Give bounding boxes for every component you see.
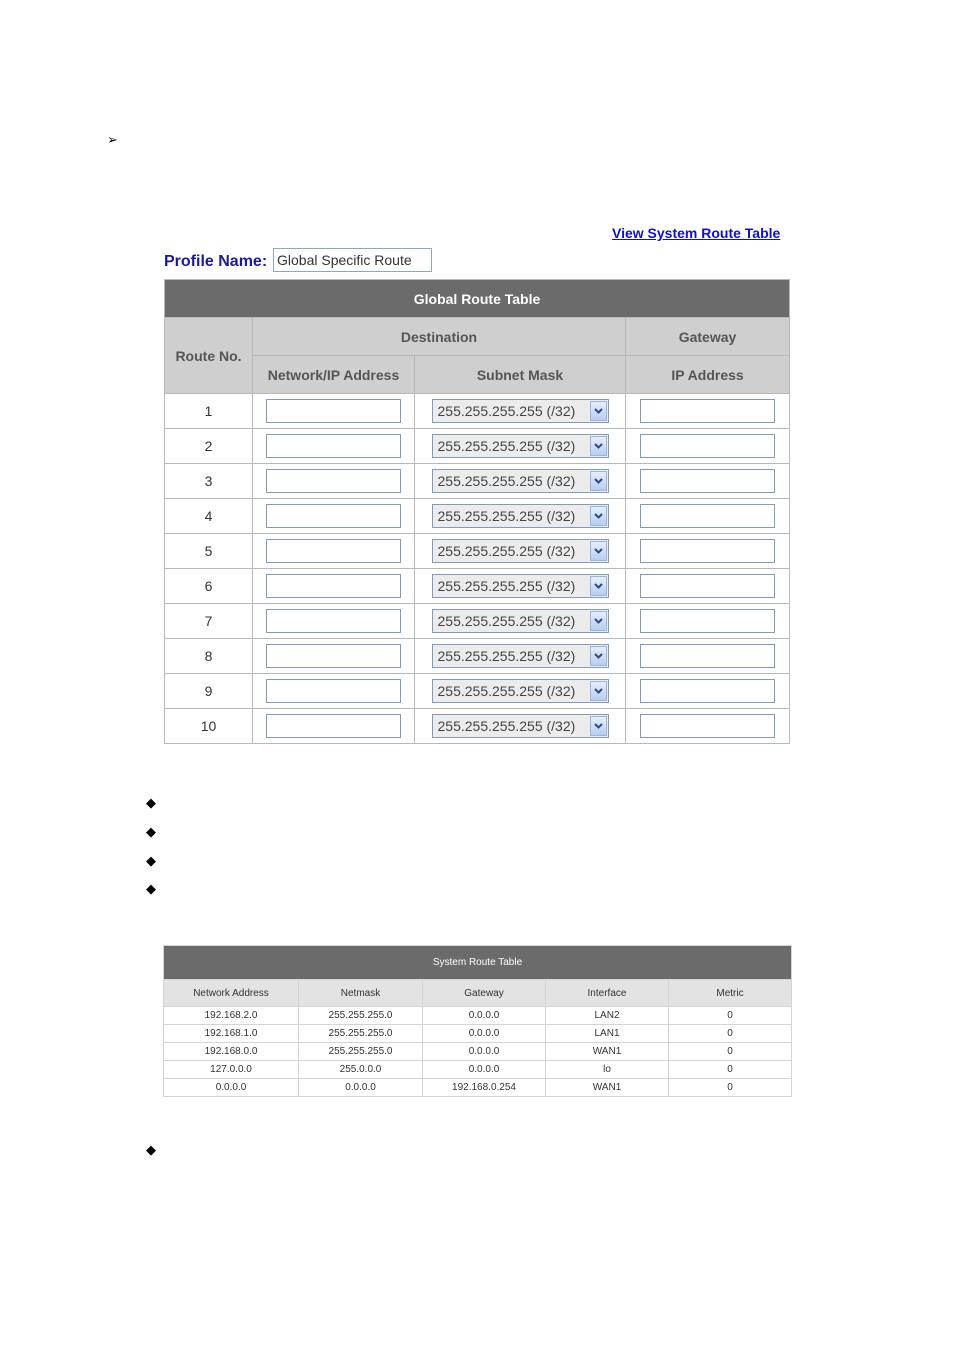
route-row	[165, 709, 790, 744]
ip-address-header: IP Address	[626, 356, 790, 394]
view-system-route-table-link[interactable]: View System Route Table	[612, 225, 781, 241]
profile-name-label: Profile Name:	[164, 253, 268, 270]
network-address-cell: 192.168.0.0	[164, 1043, 299, 1061]
gateway-cell: 0.0.0.0	[423, 1061, 546, 1079]
route-row	[165, 464, 790, 499]
route-row	[165, 569, 790, 604]
subnet-mask-value: 255.255.255.255 (/32)	[437, 613, 576, 629]
subnet-mask-select[interactable]	[432, 434, 609, 458]
table-row	[164, 1025, 792, 1043]
diamond-bullet-icon: ◆	[146, 1143, 156, 1158]
subnet-mask-header: Subnet Mask	[415, 356, 626, 394]
gateway-header: Gateway	[423, 980, 546, 1007]
network-ip-input[interactable]	[266, 399, 401, 423]
chevron-down-icon[interactable]	[590, 436, 607, 456]
subnet-mask-value: 255.255.255.255 (/32)	[437, 683, 576, 699]
route-number: 8	[165, 639, 253, 674]
global-route-table-title: Global Route Table	[165, 280, 790, 318]
route-number: 4	[165, 499, 253, 534]
chevron-down-icon[interactable]	[590, 611, 607, 631]
chevron-down-icon[interactable]	[590, 506, 607, 526]
gateway-ip-input[interactable]	[640, 609, 775, 633]
chevron-down-icon[interactable]	[590, 716, 607, 736]
table-row	[164, 1079, 792, 1097]
route-no-header: Route No.	[165, 318, 253, 394]
network-ip-input[interactable]	[266, 714, 401, 738]
network-address-cell: 0.0.0.0	[164, 1079, 299, 1097]
gateway-ip-input[interactable]	[640, 714, 775, 738]
network-address-cell: 192.168.1.0	[164, 1025, 299, 1043]
netmask-cell: 0.0.0.0	[299, 1079, 423, 1097]
metric-cell: 0	[669, 1007, 792, 1025]
route-number: 7	[165, 604, 253, 639]
table-row	[164, 1061, 792, 1079]
gateway-ip-input[interactable]	[640, 434, 775, 458]
route-number: 2	[165, 429, 253, 464]
route-number: 1	[165, 394, 253, 429]
gateway-cell: 0.0.0.0	[423, 1025, 546, 1043]
route-row	[165, 639, 790, 674]
diamond-bullet-icon: ◆	[146, 854, 156, 869]
system-route-table-title: System Route Table	[164, 946, 792, 980]
subnet-mask-select[interactable]	[432, 679, 609, 703]
chevron-down-icon[interactable]	[590, 681, 607, 701]
gateway-ip-input[interactable]	[640, 504, 775, 528]
gateway-ip-input[interactable]	[640, 539, 775, 563]
route-row	[165, 499, 790, 534]
subnet-mask-select[interactable]	[432, 609, 609, 633]
profile-name-input[interactable]	[273, 248, 432, 272]
subnet-mask-select[interactable]	[432, 504, 609, 528]
subnet-mask-select[interactable]	[432, 714, 609, 738]
interface-cell: lo	[546, 1061, 669, 1079]
gateway-ip-input[interactable]	[640, 679, 775, 703]
destination-header: Destination	[253, 318, 626, 356]
route-number: 9	[165, 674, 253, 709]
subnet-mask-value: 255.255.255.255 (/32)	[437, 718, 576, 734]
system-route-table	[163, 945, 792, 1097]
interface-cell: LAN2	[546, 1007, 669, 1025]
interface-cell: LAN1	[546, 1025, 669, 1043]
network-ip-address-header: Network/IP Address	[253, 356, 415, 394]
network-ip-input[interactable]	[266, 679, 401, 703]
chevron-down-icon[interactable]	[590, 541, 607, 561]
subnet-mask-value: 255.255.255.255 (/32)	[437, 438, 576, 454]
route-row	[165, 604, 790, 639]
subnet-mask-value: 255.255.255.255 (/32)	[437, 578, 576, 594]
network-ip-input[interactable]	[266, 609, 401, 633]
chevron-down-icon[interactable]	[590, 471, 607, 491]
global-route-table	[164, 279, 790, 744]
subnet-mask-value: 255.255.255.255 (/32)	[437, 403, 576, 419]
network-ip-input[interactable]	[266, 469, 401, 493]
network-ip-input[interactable]	[266, 434, 401, 458]
gateway-ip-input[interactable]	[640, 644, 775, 668]
interface-cell: WAN1	[546, 1079, 669, 1097]
network-ip-input[interactable]	[266, 644, 401, 668]
table-row	[164, 1043, 792, 1061]
gateway-cell: 0.0.0.0	[423, 1043, 546, 1061]
subnet-mask-select[interactable]	[432, 574, 609, 598]
netmask-cell: 255.255.255.0	[299, 1043, 423, 1061]
subnet-mask-select[interactable]	[432, 644, 609, 668]
diamond-bullet-icon: ◆	[146, 796, 156, 811]
netmask-cell: 255.255.255.0	[299, 1007, 423, 1025]
route-row	[165, 674, 790, 709]
netmask-cell: 255.0.0.0	[299, 1061, 423, 1079]
route-number: 6	[165, 569, 253, 604]
route-number: 3	[165, 464, 253, 499]
route-row	[165, 534, 790, 569]
metric-cell: 0	[669, 1079, 792, 1097]
route-row	[165, 394, 790, 429]
gateway-ip-input[interactable]	[640, 469, 775, 493]
gateway-ip-input[interactable]	[640, 574, 775, 598]
network-address-header: Network Address	[164, 980, 299, 1007]
diamond-bullet-icon: ◆	[146, 825, 156, 840]
arrow-bullet-icon: ➢	[107, 133, 118, 148]
network-address-cell: 192.168.2.0	[164, 1007, 299, 1025]
gateway-header: Gateway	[626, 318, 790, 356]
metric-cell: 0	[669, 1025, 792, 1043]
metric-cell: 0	[669, 1043, 792, 1061]
netmask-header: Netmask	[299, 980, 423, 1007]
metric-cell: 0	[669, 1061, 792, 1079]
network-ip-input[interactable]	[266, 539, 401, 563]
interface-cell: WAN1	[546, 1043, 669, 1061]
route-row	[165, 429, 790, 464]
table-row	[164, 1007, 792, 1025]
subnet-mask-select[interactable]	[432, 469, 609, 493]
network-address-cell: 127.0.0.0	[164, 1061, 299, 1079]
chevron-down-icon[interactable]	[590, 646, 607, 666]
chevron-down-icon[interactable]	[590, 401, 607, 421]
subnet-mask-select[interactable]	[432, 399, 609, 423]
chevron-down-icon[interactable]	[590, 576, 607, 596]
diamond-bullet-icon: ◆	[146, 882, 156, 897]
gateway-ip-input[interactable]	[640, 399, 775, 423]
gateway-cell: 192.168.0.254	[423, 1079, 546, 1097]
netmask-cell: 255.255.255.0	[299, 1025, 423, 1043]
metric-header: Metric	[669, 980, 792, 1007]
route-number: 10	[165, 709, 253, 744]
subnet-mask-value: 255.255.255.255 (/32)	[437, 543, 576, 559]
subnet-mask-select[interactable]	[432, 539, 609, 563]
interface-header: Interface	[546, 980, 669, 1007]
subnet-mask-value: 255.255.255.255 (/32)	[437, 508, 576, 524]
network-ip-input[interactable]	[266, 574, 401, 598]
subnet-mask-value: 255.255.255.255 (/32)	[437, 648, 576, 664]
network-ip-input[interactable]	[266, 504, 401, 528]
route-number: 5	[165, 534, 253, 569]
subnet-mask-value: 255.255.255.255 (/32)	[437, 473, 576, 489]
gateway-cell: 0.0.0.0	[423, 1007, 546, 1025]
